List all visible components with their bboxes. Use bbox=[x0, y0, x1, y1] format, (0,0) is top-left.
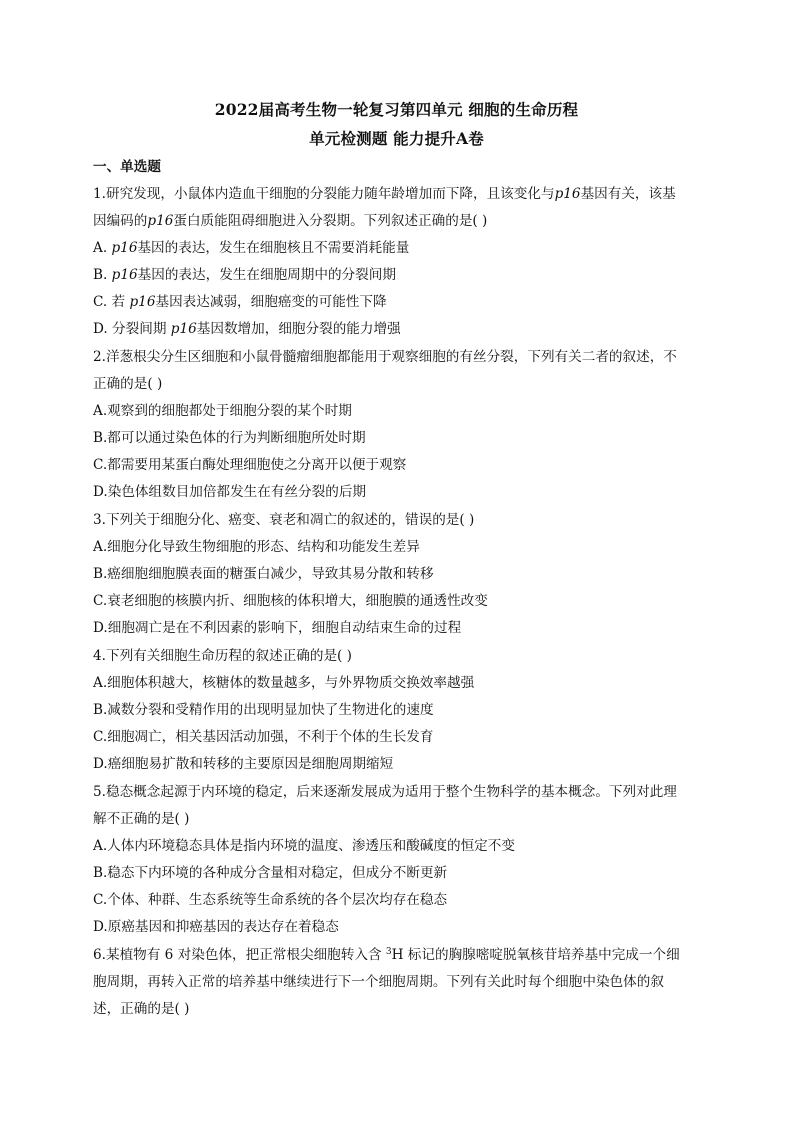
gene-name: p16 bbox=[129, 294, 156, 310]
q3-stem: 3.下列关于细胞分化、癌变、衰老和凋亡的叙述的，错误的是( ) bbox=[93, 512, 475, 528]
q5-option-c: C.个体、种群、生态系统等生命系统的各个层次均存在稳态 bbox=[93, 892, 448, 908]
q1-stem-line2: 因编码的p16蛋白质能阻碍细胞进入分裂期。下列叙述正确的是( ) bbox=[93, 213, 488, 229]
q3-option-d: D.细胞凋亡是在不利因素的影响下，细胞自动结束生命的过程 bbox=[93, 620, 462, 636]
gene-name: p16 bbox=[111, 240, 138, 256]
gene-name: p16 bbox=[170, 321, 197, 337]
q2-option-d: D.染色体组数目加倍都发生在有丝分裂的后期 bbox=[93, 484, 367, 500]
q3-option-c: C.衰老细胞的核膜内折、细胞核的体积增大，细胞膜的通透性改变 bbox=[93, 593, 488, 609]
q3-option-a: A.细胞分化导致生物细胞的形态、结构和功能发生差异 bbox=[93, 539, 420, 555]
q4-stem: 4.下列有关细胞生命历程的叙述正确的是( ) bbox=[93, 648, 352, 664]
q5-stem-line2: 解不正确的是( ) bbox=[93, 811, 190, 827]
q5-stem-line1: 5.稳态概念起源于内环境的稳定，后来逐渐发展成为适用于整个生物科学的基本概念。下列对此理 bbox=[93, 784, 677, 800]
q4-option-d: D.癌细胞易扩散和转移的主要原因是细胞周期缩短 bbox=[93, 756, 394, 772]
q2-option-c: C.都需要用某蛋白酶处理细胞使之分离开以便于观察 bbox=[93, 457, 407, 473]
q6-stem-line2: 胞周期，再转入正常的培养基中继续进行下一个细胞周期。下列有关此时每个细胞中染色体的叙 bbox=[93, 974, 664, 990]
gene-name: p16 bbox=[147, 213, 174, 229]
section-heading: 一、单选题 bbox=[93, 159, 161, 175]
q5-option-a: A.人体内环境稳态具体是指内环境的温度、渗透压和酸碱度的恒定不变 bbox=[93, 838, 515, 854]
q1-option-d: D. 分裂间期 p16基因数增加，细胞分裂的能力增强 bbox=[93, 321, 401, 337]
q6-stem-line1: 6.某植物有 6 对染色体，把正常根尖细胞转入含 $^3$H 标记的胸腺嘧啶脱氧核苷培养基中完成一个细 bbox=[93, 947, 680, 963]
gene-name: p16 bbox=[111, 267, 138, 283]
q5-option-b: B.稳态下内环境的各种成分含量相对稳定，但成分不断更新 bbox=[93, 865, 448, 881]
q4-option-a: A.细胞体积越大，核糖体的数量越多，与外界物质交换效率越强 bbox=[93, 675, 475, 691]
document-title: 2022届高考生物一轮复习第四单元 细胞的生命历程 bbox=[214, 100, 579, 119]
q2-option-a: A.观察到的细胞都处于细胞分裂的某个时期 bbox=[93, 403, 352, 419]
q1-option-b: B. p16基因的表达，发生在细胞周期中的分裂间期 bbox=[93, 267, 396, 283]
q5-option-d: D.原癌基因和抑癌基因的表达存在着稳态 bbox=[93, 919, 339, 935]
q4-option-b: B.减数分裂和受精作用的出现明显加快了生物进化的速度 bbox=[93, 702, 434, 718]
document-subtitle: 单元检测题 能力提升A卷 bbox=[309, 129, 484, 148]
q2-option-b: B.都可以通过染色体的行为判断细胞所处时期 bbox=[93, 430, 366, 446]
q1-option-a: A. p16基因的表达，发生在细胞核且不需要消耗能量 bbox=[93, 240, 410, 256]
q4-option-c: C.细胞凋亡，相关基因活动加强，不利于个体的生长发育 bbox=[93, 729, 434, 745]
q2-stem-line2: 正确的是( ) bbox=[93, 376, 163, 392]
q1-stem-line1: 1.研究发现，小鼠体内造血干细胞的分裂能力随年龄增加而下降，且该变化与p16基因有关，该基 bbox=[93, 186, 676, 202]
q1-option-c: C. 若 p16基因表达减弱，细胞癌变的可能性下降 bbox=[93, 294, 387, 310]
gene-name: p16 bbox=[554, 186, 581, 202]
q6-stem-line3: 述，正确的是( ) bbox=[93, 1001, 190, 1017]
q2-stem-line1: 2.洋葱根尖分生区细胞和小鼠骨髓瘤细胞都能用于观察细胞的有丝分裂，下列有关二者的叙述，不 bbox=[93, 349, 677, 365]
isotope-superscript: 3 bbox=[385, 947, 392, 957]
q3-option-b: B.癌细胞细胞膜表面的糖蛋白减少，导致其易分散和转移 bbox=[93, 566, 434, 582]
